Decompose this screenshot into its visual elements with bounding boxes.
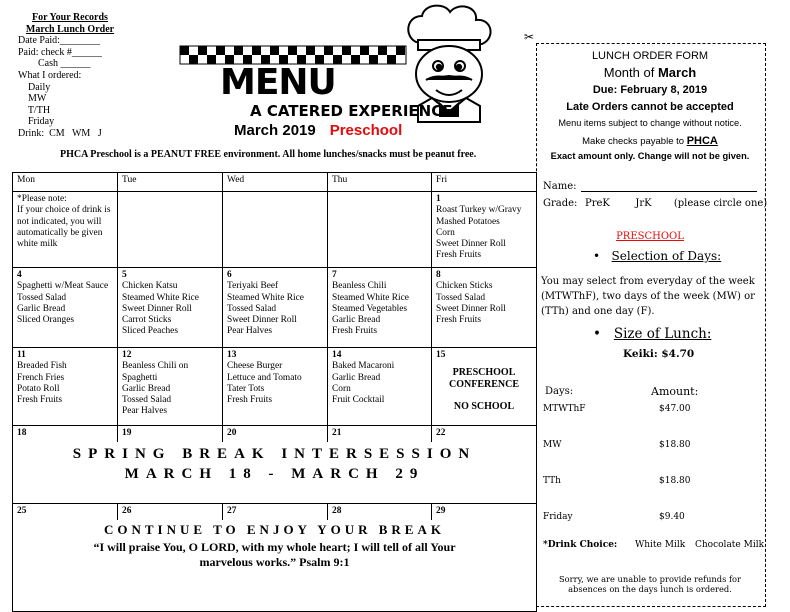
menu-item: Tossed Salad xyxy=(17,292,67,303)
records-title: For Your Records xyxy=(32,12,108,23)
day-number: 13 xyxy=(227,350,237,360)
week-row xyxy=(13,504,537,520)
due-date: Due: February 8, 2019 xyxy=(592,84,708,96)
records-line: Daily xyxy=(18,81,51,93)
spring-break-banner xyxy=(13,442,537,504)
grade-label: Grade: xyxy=(543,198,578,209)
records-line: Friday xyxy=(18,116,55,128)
drink-choice-label: *Drink Choice: xyxy=(543,540,618,550)
menu-item: Garlic Bread xyxy=(122,383,171,394)
day-cell xyxy=(118,426,223,442)
day-cell xyxy=(432,504,537,520)
weekday-header: Mon xyxy=(13,173,118,192)
day-number: 15 xyxy=(436,350,446,360)
menu-item: Pear Halves xyxy=(227,326,273,337)
day-number: 20 xyxy=(227,428,237,438)
verse-line: “I will praise You, O LORD, with my whole heart; I will tell of all Your xyxy=(93,539,456,554)
row-days[interactable]: MTWThF xyxy=(543,404,586,414)
menu-item: Spaghetti xyxy=(122,372,158,383)
row-days[interactable]: MW xyxy=(543,440,562,450)
menu-item: Pear Halves xyxy=(122,406,168,417)
page-title xyxy=(234,122,402,139)
day-cell xyxy=(432,268,537,348)
payable-label: Make checks payable to xyxy=(582,136,687,147)
change-notice: Menu items subject to change without notice. xyxy=(558,118,742,128)
spring-break-dates: MARCH 18 - MARCH 29 xyxy=(124,465,425,482)
payable-note xyxy=(537,135,763,147)
day-number: 22 xyxy=(436,428,446,438)
menu-item: Cheese Burger xyxy=(227,361,283,372)
menu-item: Carrot Sticks xyxy=(122,315,172,326)
day-cell xyxy=(223,268,328,348)
menu-item: Garlic Bread xyxy=(17,303,66,314)
day-number: 11 xyxy=(17,350,26,360)
menu-item: Corn xyxy=(332,383,351,394)
day-cell xyxy=(432,426,537,442)
records-line: Cash ______ xyxy=(18,58,91,70)
weekday-header-row xyxy=(13,173,537,192)
day-number: 19 xyxy=(122,428,132,438)
menu-item: Fresh Fruits xyxy=(332,326,378,337)
day-number: 14 xyxy=(332,350,342,360)
day-cell xyxy=(432,348,537,426)
day-number: 12 xyxy=(122,350,132,360)
menu-item: French Fries xyxy=(17,372,65,383)
records-line: What I ordered: xyxy=(18,69,82,81)
menu-item: Spaghetti w/Meat Sauce xyxy=(17,281,109,292)
row-amount: $18.80 xyxy=(659,476,691,486)
form-month xyxy=(537,65,763,80)
menu-item: Roast Turkey w/Gravy xyxy=(436,205,522,216)
menu-item: Fresh Fruits xyxy=(227,395,273,406)
row-days[interactable]: Friday xyxy=(543,512,573,522)
amount-header: Amount: xyxy=(651,385,699,398)
month-value: March xyxy=(657,65,697,80)
day-cell xyxy=(118,504,223,520)
day-number: 1 xyxy=(436,194,441,204)
break-banner xyxy=(13,520,537,612)
day-cell xyxy=(13,426,118,442)
drink-note-text: *Please note: If your choice of drink is not indicated, you will automatically be given white milk xyxy=(17,194,111,250)
exact-amount-note: Exact amount only. Change will not be given. xyxy=(550,151,750,161)
day-number: 21 xyxy=(332,428,342,438)
month-year: March 2019 xyxy=(234,122,316,139)
menu-item: Sweet Dinner Roll xyxy=(122,303,192,314)
logo-tagline: A CATERED EXPERIENCE xyxy=(250,102,453,120)
empty-cell xyxy=(223,192,328,268)
lunch-size-text: Size of Lunch: xyxy=(613,326,712,342)
weekday-header: Tue xyxy=(118,173,223,192)
menu-item: Beanless Chili xyxy=(332,281,387,292)
peanut-free-notice: PHCA Preschool is a PEANUT FREE environment. All home lunches/snacks must be peanut free. xyxy=(60,149,477,160)
menu-item: Garlic Bread xyxy=(332,315,381,326)
day-cell xyxy=(13,268,118,348)
lunch-order-form xyxy=(536,43,766,607)
menu-item: Corn xyxy=(436,227,455,238)
day-number: 8 xyxy=(436,270,441,280)
menu-item: Sweet Dinner Roll xyxy=(436,239,506,250)
day-number: 28 xyxy=(332,506,342,516)
day-cell xyxy=(13,348,118,426)
menu-item: Garlic Bread xyxy=(332,372,381,383)
menu-item: Beanless Chili on xyxy=(122,361,189,372)
day-cell xyxy=(223,426,328,442)
menu-item: Fresh Fruits xyxy=(17,395,63,406)
form-title: LUNCH ORDER FORM xyxy=(591,50,709,62)
no-school-label: NO SCHOOL xyxy=(453,401,515,413)
records-line: Date Paid:________ xyxy=(18,35,100,47)
menu-item: Teriyaki Beef xyxy=(227,281,279,292)
month-label: Month of xyxy=(603,65,658,80)
menu-item: Sweet Dinner Roll xyxy=(227,315,297,326)
menu-item: Fruit Cocktail xyxy=(332,395,385,406)
day-number: 27 xyxy=(227,506,237,516)
empty-cell xyxy=(328,192,432,268)
selection-days-heading: • Selection of Days: xyxy=(593,249,722,263)
records-subtitle: March Lunch Order xyxy=(25,23,115,35)
day-number: 4 xyxy=(17,270,22,280)
refund-policy: Sorry, we are unable to provide refunds for absences on the days lunch is ordered. xyxy=(558,574,742,594)
weekday-header: Fri xyxy=(432,173,537,192)
records-block xyxy=(18,12,138,140)
empty-cell xyxy=(118,192,223,268)
conference-label: CONFERENCE xyxy=(448,379,519,391)
name-field[interactable] xyxy=(581,191,757,192)
day-cell xyxy=(328,504,432,520)
drink-option-white[interactable]: White Milk xyxy=(635,540,686,550)
menu-item: Breaded Fish xyxy=(17,361,67,372)
drink-option-chocolate[interactable]: Chocolate Milk xyxy=(695,540,765,550)
enjoy-break-text: CONTINUE TO ENJOY YOUR BREAK xyxy=(104,521,445,537)
menu-item: Steamed White Rice xyxy=(122,292,199,303)
day-number: 6 xyxy=(227,270,232,280)
menu-item: Sliced Peaches xyxy=(122,326,178,337)
day-cell xyxy=(118,348,223,426)
menu-item: Steamed Vegetables xyxy=(332,303,408,314)
menu-item: Tossed Salad xyxy=(227,303,277,314)
menu-item: Sweet Dinner Roll xyxy=(436,303,506,314)
spring-break-row xyxy=(13,442,537,504)
selection-days-text: Selection of Days: xyxy=(611,249,722,263)
day-number: 25 xyxy=(17,506,27,516)
spring-break-title: SPRING BREAK INTERSESSION xyxy=(72,445,477,462)
menu-item: Sliced Oranges xyxy=(17,315,75,326)
week-row xyxy=(13,348,537,426)
menu-item: Steamed White Rice xyxy=(332,292,409,303)
row-days[interactable]: TTh xyxy=(543,476,561,486)
days-header: Days: xyxy=(545,386,574,397)
row-amount: $18.80 xyxy=(659,440,691,450)
day-number: 29 xyxy=(436,506,446,516)
section-title: PRESCHOOL xyxy=(616,231,684,242)
day-cell xyxy=(223,348,328,426)
week-row xyxy=(13,192,537,268)
menu-item: Baked Macaroni xyxy=(332,361,395,372)
menu-item: Mashed Potatoes xyxy=(436,216,500,227)
lunch-calendar xyxy=(12,172,537,612)
payee: PHCA xyxy=(686,135,718,147)
records-line: MW xyxy=(18,93,47,105)
records-line: Paid: check #______ xyxy=(18,46,102,58)
drink-note xyxy=(13,192,118,268)
menu-item: Tossed Salad xyxy=(436,292,486,303)
break-row xyxy=(13,520,537,612)
day-number: 26 xyxy=(122,506,132,516)
name-label: Name: xyxy=(543,181,577,192)
day-cell xyxy=(328,348,432,426)
day-number: 18 xyxy=(17,428,27,438)
day-cell xyxy=(223,504,328,520)
menu-item: Chicken Sticks xyxy=(436,281,493,292)
conference-label: PRESCHOOL xyxy=(452,367,516,379)
week-row xyxy=(13,268,537,348)
weekday-header: Thu xyxy=(328,173,432,192)
menu-item: Chicken Katsu xyxy=(122,281,178,292)
selection-days-desc: You may select from everyday of the week (MTWThF), two days of the week (MW) or (TTh) and one day (F). xyxy=(541,276,755,317)
menu-item: Tater Tots xyxy=(227,383,265,394)
menu-item: Potato Roll xyxy=(17,383,60,394)
day-number: 7 xyxy=(332,270,337,280)
scissors-icon: ✂ xyxy=(524,30,535,44)
menu-item: Fresh Fruits xyxy=(436,250,482,261)
menu-item: Steamed White Rice xyxy=(227,292,304,303)
menu-logo xyxy=(178,2,508,124)
menu-item: Fresh Fruits xyxy=(436,315,482,326)
row-amount: $9.40 xyxy=(659,512,685,522)
day-cell xyxy=(432,192,537,268)
weekday-header: Wed xyxy=(223,173,328,192)
bible-verse xyxy=(17,540,532,570)
day-cell xyxy=(118,268,223,348)
day-number: 5 xyxy=(122,270,127,280)
week-row xyxy=(13,426,537,442)
group-name: Preschool xyxy=(329,122,403,139)
row-amount: $47.00 xyxy=(659,404,691,414)
logo-word: MENU xyxy=(220,62,336,103)
lunch-size-heading: • Size of Lunch: xyxy=(593,326,712,342)
day-cell xyxy=(328,268,432,348)
menu-item: Lettuce and Tomato xyxy=(227,372,302,383)
records-line: T/TH xyxy=(18,104,51,116)
grade-options[interactable]: PreK JrK (please circle one) xyxy=(585,198,768,209)
keiki-price: Keiki: $4.70 xyxy=(623,348,695,360)
verse-line: marvelous works.” Psalm 9:1 xyxy=(199,554,350,569)
day-cell xyxy=(328,426,432,442)
records-line: Drink: CM WM J xyxy=(18,127,102,139)
late-notice: Late Orders cannot be accepted xyxy=(566,101,734,113)
day-cell xyxy=(13,504,118,520)
menu-item: Tossed Salad xyxy=(122,395,172,406)
